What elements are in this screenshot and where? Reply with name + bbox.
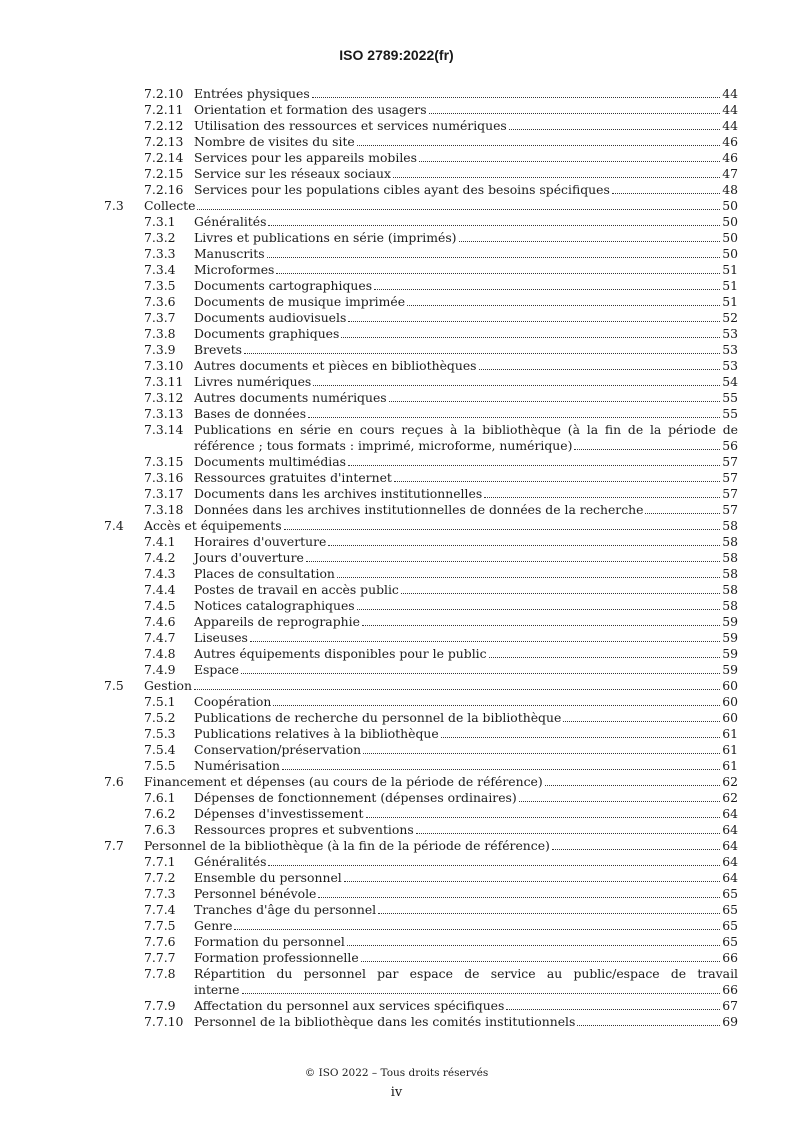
toc-entry-page: 60 [722,710,738,725]
toc-entry[interactable] [104,102,738,118]
toc-entry[interactable] [104,150,738,166]
toc-entry-number: 7.3.11 [144,374,184,389]
toc-entry-number: 7.4.7 [144,630,176,645]
toc-entry-number: 7.3 [104,198,124,213]
toc-entry-title: Collecte [144,198,196,213]
dot-leader [348,321,720,322]
toc-entry-title: Répartition du personnel par espace de service au public/espace de travail [194,966,738,981]
toc-entry-title: Ressources gratuites d'internet [194,470,392,485]
dot-leader [197,209,720,210]
toc-entry-number: 7.4.9 [144,662,176,677]
dot-leader [267,257,721,258]
toc-entry[interactable] [104,566,738,582]
toc-entry-title: Horaires d'ouverture [194,534,327,549]
toc-entry-page: 54 [722,374,738,389]
toc-entry-number: 7.7.3 [144,886,176,901]
toc-entry-page: 69 [722,1014,738,1029]
toc-entry-title: Notices catalographiques [194,598,355,613]
toc-entry[interactable] [104,726,738,742]
toc-entry-page: 64 [722,806,738,821]
toc-entry-title: Généralités [194,854,267,869]
toc-entry[interactable] [104,134,738,150]
toc-entry-number: 7.5.4 [144,742,176,757]
toc-entry-number: 7.5.2 [144,710,176,725]
dot-leader [393,177,720,178]
dot-leader [313,385,720,386]
dot-leader [577,1025,720,1026]
toc-entry[interactable] [104,294,738,310]
toc-entry-number: 7.5 [104,678,124,693]
toc-entry-number: 7.4.4 [144,582,176,597]
toc-entry[interactable] [104,870,738,886]
toc-entry-title: Documents de musique imprimée [194,294,406,309]
toc-entry-title: Espace [194,662,239,677]
toc-entry[interactable] [104,310,738,326]
toc-entry[interactable] [104,454,738,470]
dot-leader [308,417,720,418]
toc-entry-page: 53 [722,358,738,373]
toc-entry-number: 7.3.9 [144,342,176,357]
toc-entry-page: 60 [722,694,738,709]
toc-entry[interactable] [104,214,738,230]
table-of-contents [104,86,738,1030]
toc-entry-page: 58 [722,550,738,565]
toc-entry-title: Ensemble du personnel [194,870,342,885]
dot-leader [312,97,720,98]
toc-entry-title: Jours d'ouverture [194,550,304,565]
toc-entry-number: 7.3.5 [144,278,176,293]
toc-entry[interactable] [104,806,738,822]
toc-entry-page: 46 [722,134,738,149]
toc-entry-number: 7.7.7 [144,950,176,965]
toc-entry-page: 64 [722,870,738,885]
toc-entry[interactable] [104,326,738,342]
toc-entry[interactable] [104,630,738,646]
toc-entry[interactable] [104,902,738,918]
toc-entry-title: Personnel de la bibliothèque dans les comités institutionnels [194,1014,576,1029]
toc-entry[interactable] [104,534,738,550]
dot-leader [276,273,720,274]
toc-entry-title: Liseuses [194,630,248,645]
toc-entry-number: 7.3.1 [144,214,176,229]
toc-entry[interactable] [104,934,738,950]
toc-entry-page: 59 [722,646,738,661]
toc-entry-number: 7.3.12 [144,390,184,405]
toc-entry[interactable] [104,966,738,998]
toc-entry-title: Financement et dépenses (au cours de la période de référence) [144,774,543,789]
toc-entry-page: 46 [722,150,738,165]
toc-entry-title: Formation du personnel [194,934,345,949]
toc-entry-title: Publications de recherche du personnel de la bibliothèque [194,710,562,725]
toc-entry-page: 60 [722,678,738,693]
toc-entry-title: Publications relatives à la bibliothèque [194,726,439,741]
dot-leader [612,193,720,194]
dot-leader [318,897,720,898]
dot-leader [479,369,721,370]
toc-entry-page: 44 [722,118,738,133]
toc-entry-title: Autres équipements disponibles pour le public [194,646,487,661]
dot-leader [645,513,720,514]
dot-leader [389,401,721,402]
toc-entry-page: 58 [722,518,738,533]
toc-entry-page: 65 [722,918,738,933]
toc-entry-number: 7.7.8 [144,966,176,981]
toc-entry-title: Numérisation [194,758,280,773]
toc-entry-page: 50 [722,214,738,229]
toc-entry-page: 44 [722,86,738,101]
toc-entry-title: Affectation du personnel aux services spécifiques [194,998,505,1013]
dot-leader [348,465,720,466]
toc-entry-page: 58 [722,582,738,597]
toc-entry-page: 66 [722,950,738,965]
toc-entry-title: Services pour les populations cibles ayant des besoins spécifiques [194,182,610,197]
dot-leader [459,241,721,242]
toc-entry-title: Documents cartographiques [194,278,373,293]
dot-leader [341,337,720,338]
toc-entry-title: Microformes [194,262,275,277]
toc-entry[interactable] [104,790,738,806]
dot-leader [407,305,720,306]
toc-entry-number: 7.4.8 [144,646,176,661]
toc-entry-page: 55 [722,406,738,421]
toc-entry-title: Coopération [194,694,272,709]
dot-leader [194,689,720,690]
toc-entry-page: 64 [722,822,738,837]
dot-leader [506,1009,720,1010]
toc-entry-number: 7.3.16 [144,470,184,485]
toc-entry-title: Orientation et formation des usagers [194,102,427,117]
dot-leader [347,945,720,946]
copyright-notice: © ISO 2022 – Tous droits réservés [304,1067,489,1079]
toc-entry-page: 48 [722,182,738,197]
toc-entry-page: 66 [722,982,738,997]
toc-entry[interactable] [104,390,738,406]
toc-entry-number: 7.7.1 [144,854,176,869]
toc-entry-page: 57 [722,454,738,469]
toc-entry-number: 7.7.2 [144,870,176,885]
dot-leader [282,769,720,770]
toc-entry[interactable] [104,422,738,454]
toc-entry-title: Manuscrits [194,246,265,261]
toc-entry-title: Brevets [194,342,243,357]
toc-entry-page: 57 [722,486,738,501]
toc-entry[interactable] [104,550,738,566]
dot-leader [357,145,720,146]
toc-entry-title: Personnel de la bibliothèque (à la fin de la période de référence) [144,838,550,853]
dot-leader [363,753,720,754]
toc-entry-title: Places de consultation [194,566,335,581]
toc-entry-title: Accès et équipements [144,518,282,533]
toc-entry-number: 7.3.14 [144,422,184,437]
toc-entry-title: Documents audiovisuels [194,310,347,325]
toc-entry-page: 62 [722,774,738,789]
toc-entry-page: 58 [722,566,738,581]
toc-entry[interactable] [104,230,738,246]
toc-entry-title: Service sur les réseaux sociaux [194,166,392,181]
toc-entry-page: 65 [722,934,738,949]
toc-entry[interactable] [104,166,738,182]
toc-entry[interactable] [104,854,738,870]
toc-entry-number: 7.6.1 [144,790,176,805]
toc-entry-title: Livres numériques [194,374,312,389]
toc-entry-number: 7.4.6 [144,614,176,629]
toc-entry[interactable] [104,278,738,294]
dot-leader [484,497,720,498]
toc-entry-page: 65 [722,886,738,901]
toc-entry-page: 59 [722,614,738,629]
toc-entry[interactable] [104,710,738,726]
toc-entry[interactable] [104,646,738,662]
toc-entry[interactable] [104,1014,738,1030]
toc-entry-page: 59 [722,630,738,645]
toc-entry-page: 50 [722,198,738,213]
toc-entry-number: 7.3.15 [144,454,184,469]
toc-entry-number: 7.2.11 [144,102,184,117]
toc-entry-number: 7.3.17 [144,486,184,501]
toc-entry-number: 7.3.6 [144,294,176,309]
toc-entry-number: 7.2.10 [144,86,184,101]
dot-leader [489,657,721,658]
toc-entry-title: Bases de données [194,406,307,421]
toc-entry-title: Ressources propres et subventions [194,822,414,837]
toc-entry-title: Conservation/préservation [194,742,362,757]
toc-entry[interactable] [104,470,738,486]
dot-leader [429,113,721,114]
toc-entry-number: 7.3.8 [144,326,176,341]
toc-entry-number: 7.7.5 [144,918,176,933]
toc-entry-title: Livres et publications en série (imprimés) [194,230,457,245]
toc-entry[interactable] [104,582,738,598]
toc-entry-number: 7.2.13 [144,134,184,149]
toc-entry-title: Publications en série en cours reçues à la bibliothèque (à la fin de la période de [194,422,738,437]
dot-leader [357,609,721,610]
dot-leader [374,289,720,290]
toc-entry[interactable] [104,598,738,614]
toc-entry-page: 65 [722,902,738,917]
toc-entry-page: 50 [722,230,738,245]
toc-entry[interactable] [104,758,738,774]
toc-entry-page: 61 [722,758,738,773]
toc-entry-page: 64 [722,838,738,853]
toc-entry[interactable] [104,262,738,278]
dot-leader [419,161,720,162]
page-number: iv [390,1085,403,1100]
toc-entry[interactable] [104,342,738,358]
toc-entry-page: 51 [722,294,738,309]
toc-entry-number: 7.3.3 [144,246,176,261]
toc-entry-page: 62 [722,790,738,805]
dot-leader [552,849,720,850]
toc-entry-number: 7.4.1 [144,534,176,549]
toc-entry-title: Documents multimédias [194,454,347,469]
dot-leader [242,993,721,994]
dot-leader [244,353,720,354]
toc-entry[interactable] [104,406,738,422]
toc-entry-number: 7.6 [104,774,124,789]
dot-leader [563,721,720,722]
toc-entry-number: 7.7 [104,838,124,853]
dot-leader [441,737,720,738]
toc-entry-page: 50 [722,246,738,261]
toc-entry-page: 61 [722,726,738,741]
toc-entry-number: 7.6.3 [144,822,176,837]
toc-entry[interactable] [104,838,738,854]
dot-leader [234,929,720,930]
toc-entry-title-continued: référence ; tous formats : imprimé, microforme, numérique) [194,438,573,453]
toc-entry[interactable] [104,614,738,630]
toc-entry-title: Utilisation des ressources et services numériques [194,118,507,133]
toc-entry[interactable] [104,86,738,102]
toc-entry-title: Nombre de visites du site [194,134,355,149]
toc-entry-title: Genre [194,918,233,933]
toc-entry-title: Autres documents et pièces en bibliothèques [194,358,477,373]
toc-entry-number: 7.2.12 [144,118,184,133]
dot-leader [241,673,720,674]
dot-leader [366,817,721,818]
dot-leader [284,529,721,530]
toc-entry-title: Dépenses d'investissement [194,806,364,821]
toc-entry-number: 7.4 [104,518,124,533]
toc-entry[interactable] [104,694,738,710]
dot-leader [401,593,720,594]
toc-entry-page: 44 [722,102,738,117]
toc-entry-title: Entrées physiques [194,86,310,101]
toc-entry[interactable] [104,486,738,502]
dot-leader [344,881,720,882]
toc-entry[interactable] [104,502,738,518]
dot-leader [328,545,720,546]
toc-entry[interactable] [104,886,738,902]
dot-leader [337,577,720,578]
toc-entry-page: 67 [722,998,738,1013]
toc-entry-page: 57 [722,470,738,485]
toc-entry[interactable] [104,518,738,534]
toc-entry-number: 7.3.7 [144,310,176,325]
toc-entry-page: 55 [722,390,738,405]
toc-entry-page: 53 [722,326,738,341]
toc-entry-number: 7.4.5 [144,598,176,613]
toc-entry[interactable] [104,918,738,934]
toc-entry[interactable] [104,822,738,838]
toc-entry-number: 7.4.3 [144,566,176,581]
dot-leader [509,129,720,130]
toc-entry-title: Tranches d'âge du personnel [194,902,377,917]
toc-entry-title: Postes de travail en accès public [194,582,399,597]
toc-entry[interactable] [104,358,738,374]
dot-leader [268,225,720,226]
toc-entry[interactable] [104,678,738,694]
toc-entry[interactable] [104,774,738,790]
toc-entry-page: 51 [722,278,738,293]
toc-entry[interactable] [104,246,738,262]
dot-leader [361,961,721,962]
toc-entry-number: 7.3.4 [144,262,176,277]
toc-entry-number: 7.2.16 [144,182,184,197]
dot-leader [250,641,720,642]
dot-leader [519,801,720,802]
toc-entry[interactable] [104,198,738,214]
toc-entry-title: Gestion [144,678,192,693]
toc-entry-title: Autres documents numériques [194,390,387,405]
toc-entry[interactable] [104,998,738,1014]
toc-entry-page: 58 [722,598,738,613]
toc-entry-title: Formation professionnelle [194,950,359,965]
toc-entry-number: 7.5.5 [144,758,176,773]
toc-entry-number: 7.4.2 [144,550,176,565]
toc-entry-title: Dépenses de fonctionnement (dépenses ordinaires) [194,790,517,805]
toc-entry-title-continued: interne [194,982,240,997]
toc-entry-number: 7.3.18 [144,502,184,517]
toc-entry-page: 52 [722,310,738,325]
dot-leader [394,481,720,482]
toc-entry-page: 53 [722,342,738,357]
toc-entry-number: 7.7.4 [144,902,176,917]
toc-entry[interactable] [104,662,738,678]
toc-entry-number: 7.2.15 [144,166,184,181]
toc-entry-page: 61 [722,742,738,757]
toc-entry[interactable] [104,950,738,966]
toc-entry-page: 59 [722,662,738,677]
toc-entry-number: 7.5.3 [144,726,176,741]
document-header: ISO 2789:2022(fr) [339,47,454,63]
toc-entry[interactable] [104,182,738,198]
toc-entry-number: 7.7.6 [144,934,176,949]
toc-entry-number: 7.3.10 [144,358,184,373]
dot-leader [362,625,720,626]
toc-entry-page: 57 [722,502,738,517]
toc-entry-title: Personnel bénévole [194,886,317,901]
toc-entry-number: 7.2.14 [144,150,184,165]
toc-entry-page: 58 [722,534,738,549]
toc-entry[interactable] [104,374,738,390]
toc-entry[interactable] [104,118,738,134]
toc-entry-number: 7.5.1 [144,694,176,709]
toc-entry-number: 7.3.13 [144,406,184,421]
toc-entry-number: 7.7.10 [144,1014,184,1029]
toc-entry-page: 56 [722,438,738,453]
toc-entry-page: 47 [722,166,738,181]
dot-leader [416,833,721,834]
dot-leader [268,865,720,866]
toc-entry-title: Appareils de reprographie [194,614,360,629]
toc-entry-title: Documents graphiques [194,326,340,341]
dot-leader [574,449,720,450]
toc-entry-title: Documents dans les archives institutionnelles [194,486,483,501]
toc-entry-title: Généralités [194,214,267,229]
dot-leader [545,785,721,786]
toc-entry-number: 7.3.2 [144,230,176,245]
toc-entry-title: Services pour les appareils mobiles [194,150,417,165]
toc-entry[interactable] [104,742,738,758]
toc-entry-number: 7.7.9 [144,998,176,1013]
dot-leader [273,705,720,706]
toc-entry-number: 7.6.2 [144,806,176,821]
toc-entry-page: 64 [722,854,738,869]
toc-entry-title: Données dans les archives institutionnelles de données de la recherche [194,502,644,517]
dot-leader [306,561,720,562]
dot-leader [378,913,720,914]
toc-entry-page: 51 [722,262,738,277]
